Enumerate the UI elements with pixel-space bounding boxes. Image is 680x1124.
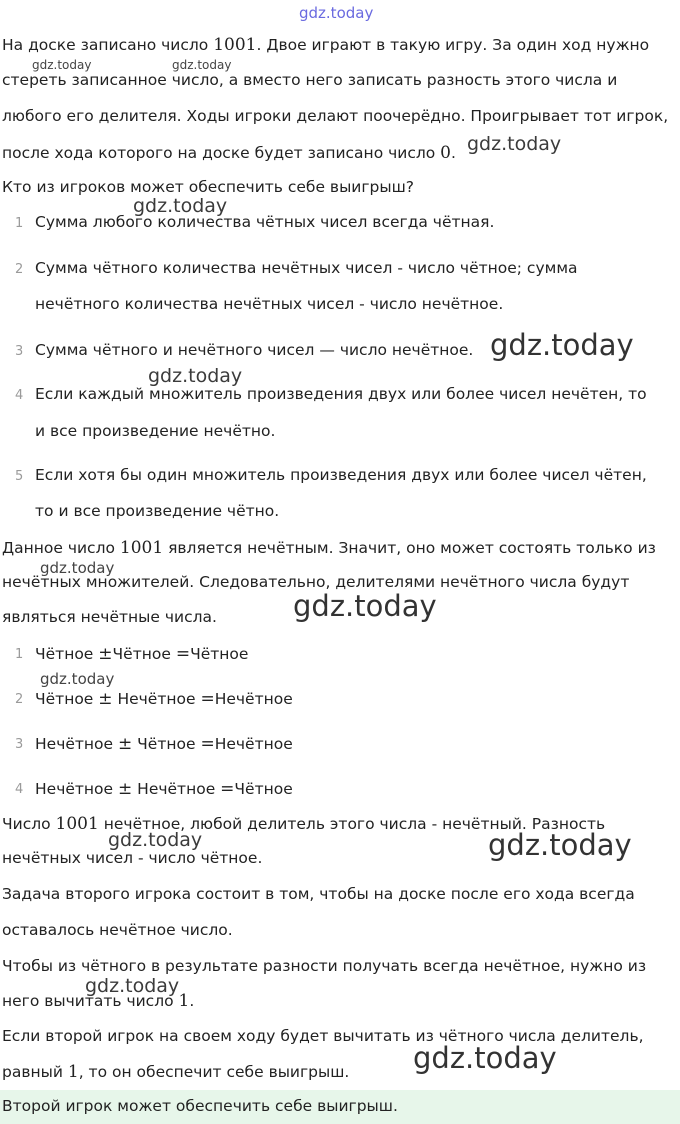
watermark: gdz.today [299, 4, 374, 22]
paragraph-line: нечётных множителей. Следовательно, делителями нечётного числа будут [2, 573, 630, 591]
list-number: 5 [15, 469, 24, 484]
list-item: нечётного количества нечётных чисел - число нечётное. [35, 295, 504, 313]
problem-line: На доске записано число 1001. Двое играют в такую игру. За один ход нужно [2, 35, 650, 55]
paragraph-line: Чтобы из чётного в результате разности получать всегда нечётное, нужно из [2, 957, 647, 975]
watermark: gdz.today [467, 133, 562, 155]
list-item: и все произведение нечётно. [35, 422, 276, 440]
list-number: 4 [15, 782, 24, 797]
list-number: 2 [15, 262, 24, 277]
list-item: то и все произведение чётно. [35, 502, 280, 520]
list-number: 1 [15, 647, 24, 662]
list-number: 3 [15, 344, 24, 359]
list-item: Сумма чётного и нечётного чисел — число нечётное. [35, 341, 474, 359]
list-number: 1 [15, 216, 24, 231]
watermark: gdz.today [490, 328, 634, 362]
list-number: 2 [15, 692, 24, 707]
answer-box [0, 1090, 680, 1124]
problem-question: Кто из игроков может обеспечить себе выигрыш? [2, 178, 415, 196]
paragraph-line: него вычитать число 1. [2, 991, 195, 1011]
watermark: gdz.today [108, 829, 203, 851]
list-number: 3 [15, 737, 24, 752]
paragraph-line: Если второй игрок на своем ходу будет вычитать из чётного числа делитель, [2, 1027, 644, 1045]
watermark: gdz.today [40, 559, 115, 577]
watermark: gdz.today [32, 58, 92, 72]
watermark: gdz.today [85, 975, 180, 997]
list-item: Если каждый множитель произведения двух или более чисел нечётен, то [35, 385, 647, 403]
list-item: Если хотя бы один множитель произведения двух или более чисел чётен, [35, 466, 647, 484]
paragraph-line: Задача второго игрока состоит в том, чтобы на доске после его хода всегда [2, 885, 635, 903]
list-item: Чётное ±Чётное =Чётное [35, 644, 249, 664]
list-item: Сумма чётного количества нечётных чисел - число чётное; сумма [35, 259, 578, 277]
paragraph-line: Число 1001 нечётное, любой делитель этого числа - нечётный. Разность [2, 814, 606, 834]
problem-line: стереть записанное число, а вместо него записать разность этого числа и [2, 71, 618, 89]
paragraph-line: равный 1, то он обеспечит себе выигрыш. [2, 1062, 350, 1082]
watermark: gdz.today [488, 828, 632, 862]
watermark: gdz.today [133, 195, 228, 217]
list-item: Чётное ± Нечётное =Нечётное [35, 689, 293, 709]
list-item: Нечётное ± Чётное =Нечётное [35, 734, 293, 754]
list-number: 4 [15, 388, 24, 403]
problem-line: любого его делителя. Ходы игроки делают поочерёдно. Проигрывает тот игрок, [2, 107, 669, 125]
watermark: gdz.today [293, 589, 437, 623]
paragraph-line: оставалось нечётное число. [2, 921, 233, 939]
watermark: gdz.today [413, 1041, 557, 1075]
paragraph-line: Данное число 1001 является нечётным. Значит, оно может состоять только из [2, 538, 656, 558]
paragraph-line: являться нечётные числа. [2, 608, 217, 626]
answer-text: Второй игрок может обеспечить себе выигрыш. [2, 1097, 398, 1115]
paragraph-line: нечётных чисел - число чётное. [2, 849, 263, 867]
watermark: gdz.today [172, 58, 232, 72]
list-item: Сумма любого количества чётных чисел всегда чётная. [35, 213, 495, 231]
watermark: gdz.today [40, 670, 115, 688]
watermark: gdz.today [148, 365, 243, 387]
list-item: Нечётное ± Нечётное =Чётное [35, 779, 293, 799]
problem-line: после хода которого на доске будет записано число 0. [2, 143, 456, 163]
